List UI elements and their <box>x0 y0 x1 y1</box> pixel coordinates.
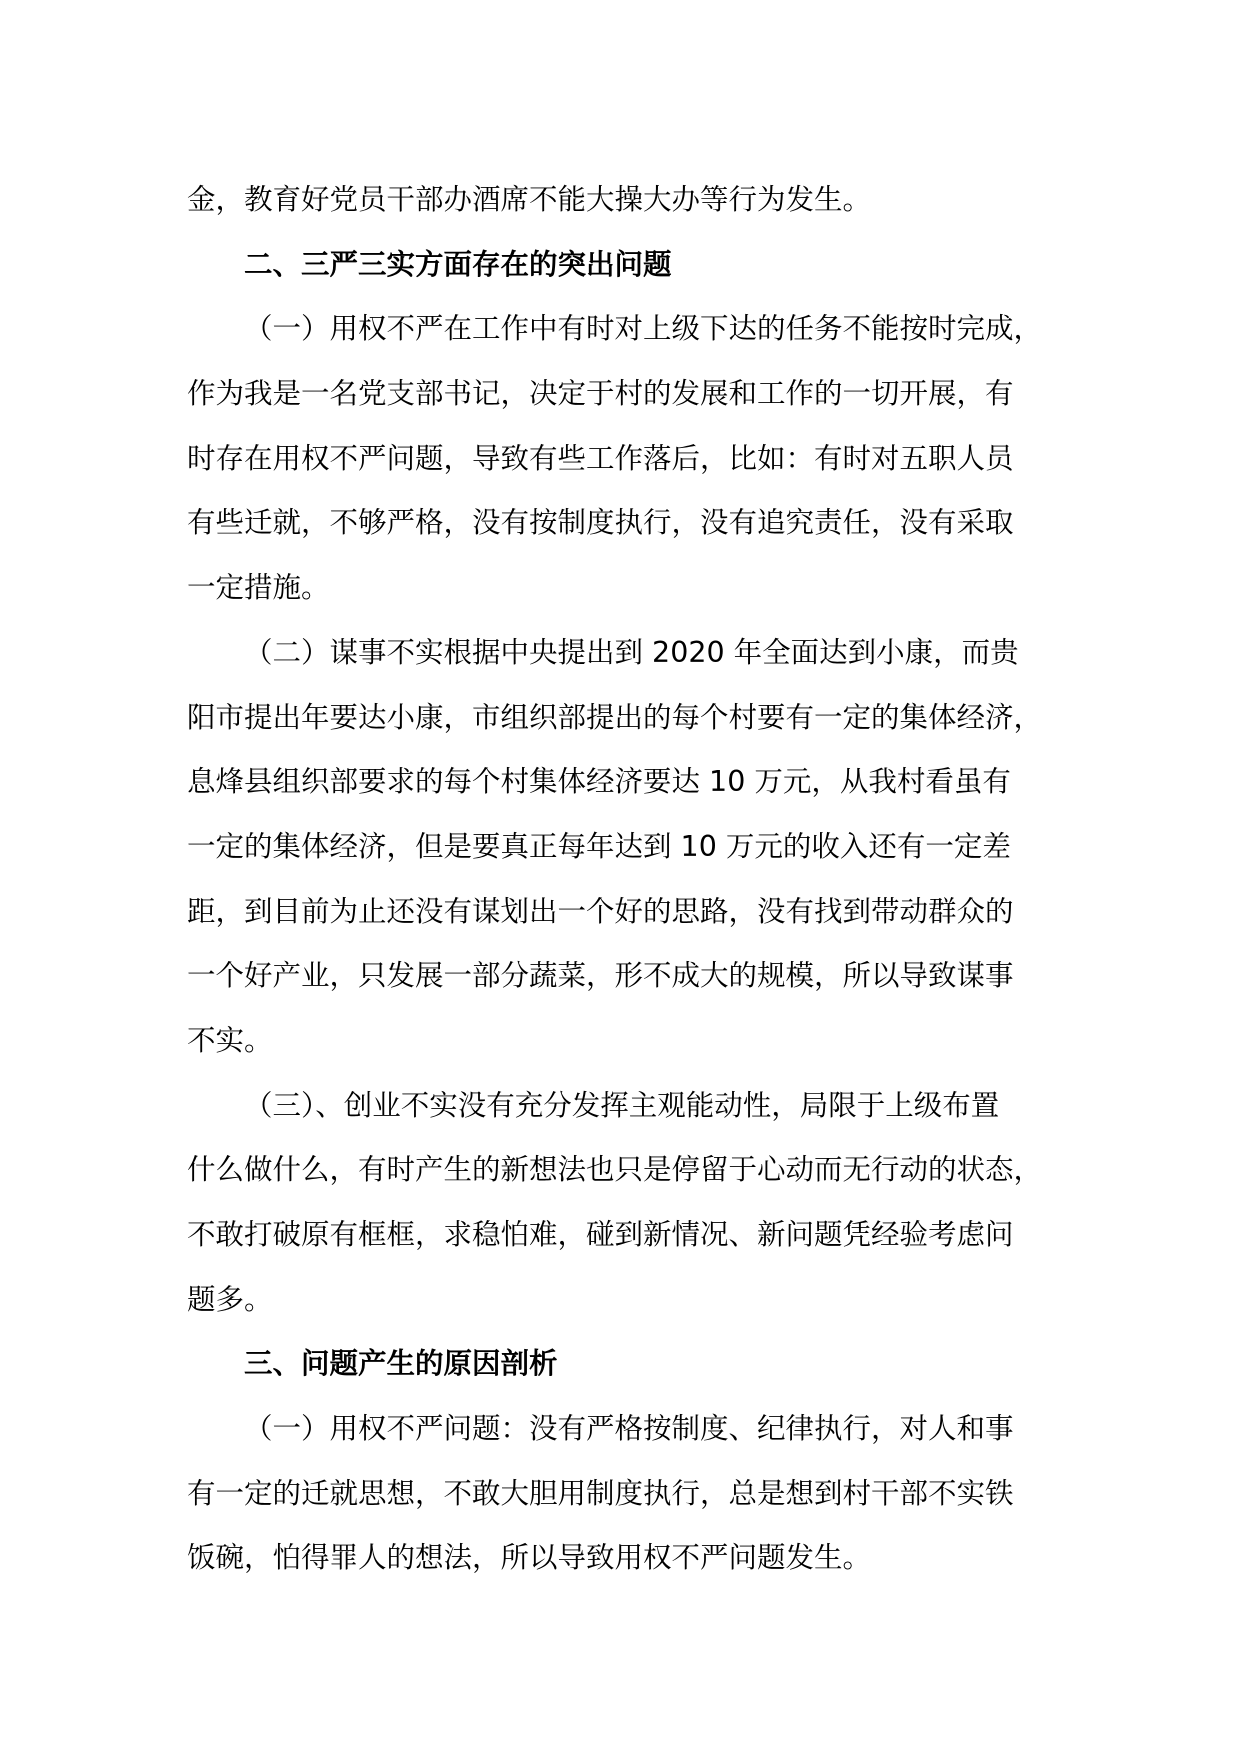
text-line: 作为我是一名党支部书记，决定于村的发展和工作的一切开展，有 <box>187 377 1014 411</box>
text-line: （一）用权不严在工作中有时对上级下达的任务不能按时完成， <box>244 312 1043 346</box>
text-line: 一定措施。 <box>187 571 330 605</box>
section-heading-2: 二、三严三实方面存在的突出问题 <box>244 247 672 281</box>
text-line: 一个好产业，只发展一部分蔬菜，形不成大的规模，所以导致谋事 <box>187 959 1014 993</box>
text-line: 时存在用权不严问题，导致有些工作落后，比如：有时对五职人员 <box>187 441 1014 475</box>
text-line: 距，到目前为止还没有谋划出一个好的思路，没有找到带动群众的 <box>187 894 1014 928</box>
text-line: （三）、创业不实没有充分发挥主观能动性，局限于上级布置 <box>244 1088 1000 1122</box>
text-line: 饭碗，怕得罪人的想法，所以导致用权不严问题发生。 <box>187 1541 872 1575</box>
document-body <box>187 168 1087 1591</box>
text-line: 不实。 <box>187 1023 273 1057</box>
text-line: 有些迁就，不够严格，没有按制度执行，没有追究责任，没有采取 <box>187 506 1014 540</box>
text-line: 阳市提出年要达小康，市组织部提出的每个村要有一定的集体经济， <box>187 700 1043 734</box>
text-line: （二）谋事不实根据中央提出到 2020 年全面达到小康，而贵 <box>244 635 1019 669</box>
text-line: 息烽县组织部要求的每个村集体经济要达 10 万元，从我村看虽有 <box>187 765 1011 799</box>
text-line: （一）用权不严问题：没有严格按制度、纪律执行，对人和事 <box>244 1412 1014 1446</box>
text-line: 什么做什么，有时产生的新想法也只是停留于心动而无行动的状态， <box>187 1153 1043 1187</box>
text-line: 有一定的迁就思想，不敢大胆用制度执行，总是想到村干部不实铁 <box>187 1476 1014 1510</box>
text-line: 一定的集体经济，但是要真正每年达到 10 万元的收入还有一定差 <box>187 829 1011 863</box>
section-heading-3: 三、问题产生的原因剖析 <box>244 1347 558 1381</box>
text-line: 题多。 <box>187 1282 273 1316</box>
text-line: 不敢打破原有框框，求稳怕难，碰到新情况、新问题凭经验考虑问 <box>187 1218 1014 1251</box>
text-line: 金，教育好党员干部办酒席不能大操大办等行为发生。 <box>187 183 872 216</box>
